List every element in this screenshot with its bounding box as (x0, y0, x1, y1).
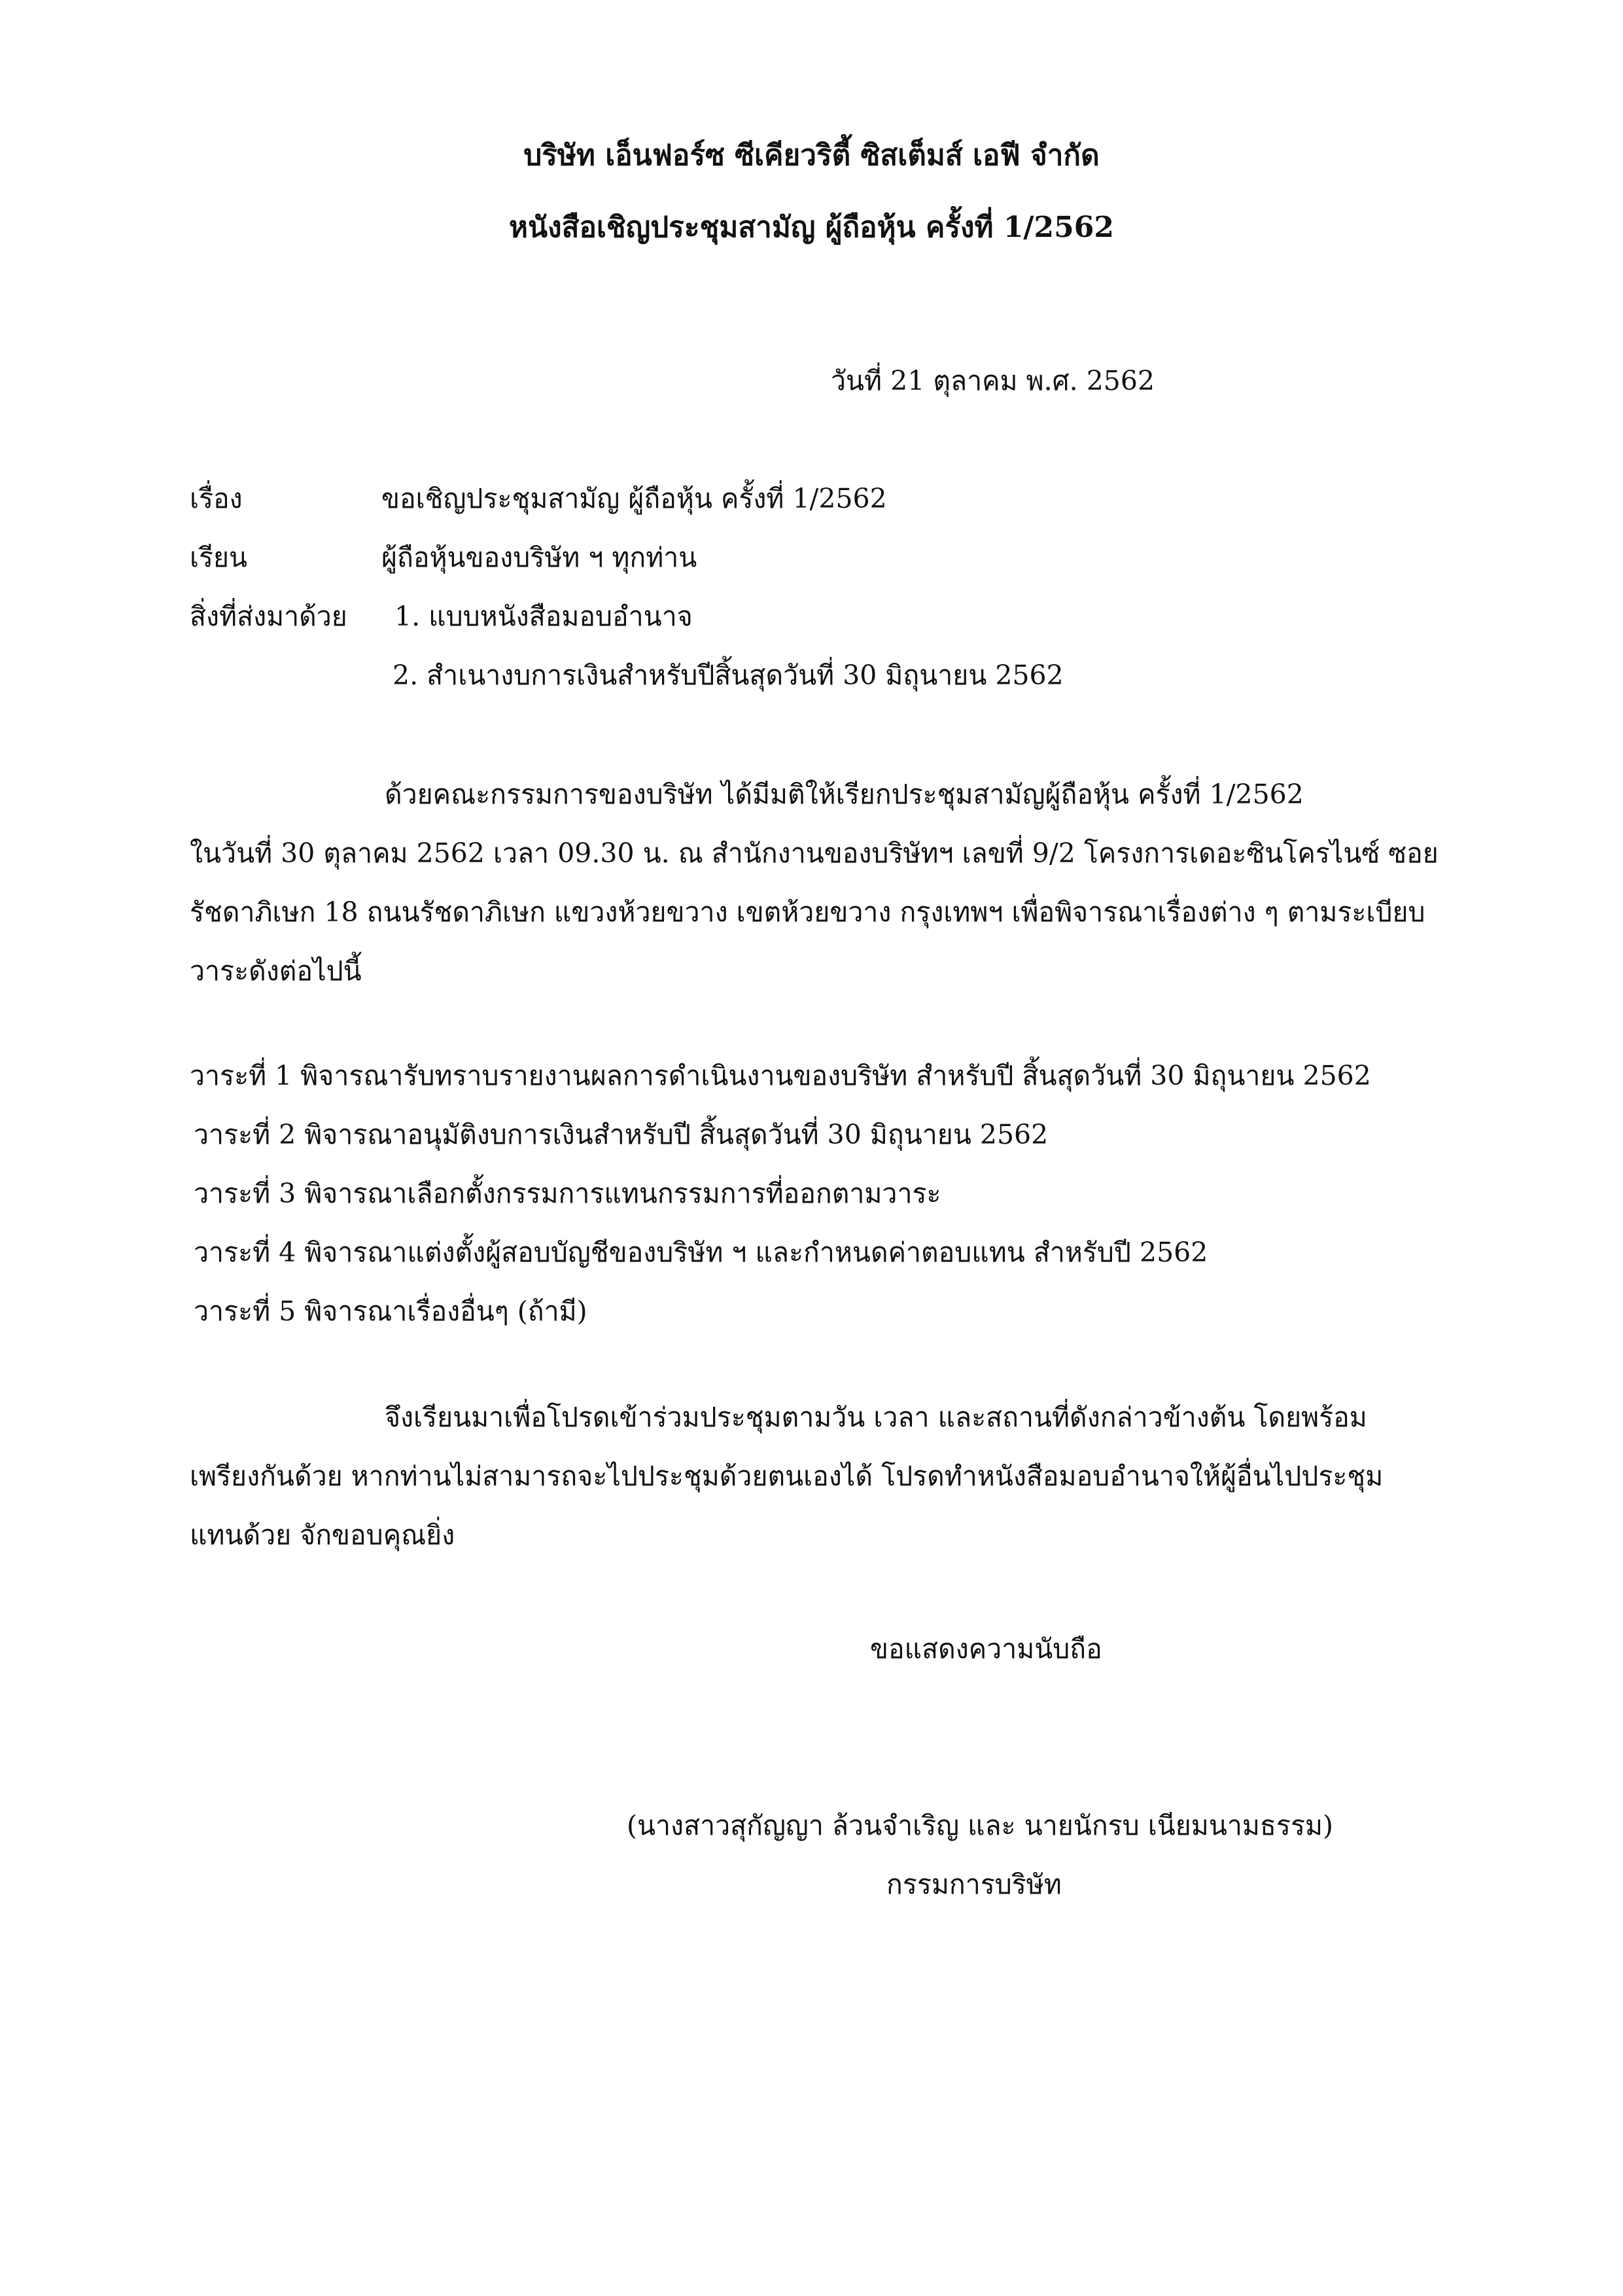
paragraph-line: ในวันที่ 30 ตุลาคม 2562 เวลา 09.30 น. ณ สำนักงานของบริษัทฯ เลขที่ 9/2 โครงการเดอะซินโครไนซ์ ซอย (190, 838, 1439, 869)
signatory-names: (นางสาวสุกัญญา ล้วนจำเริญ และ นายนักรบ เนียมนามธรรม) (627, 1810, 1333, 1841)
paragraph-line: เพรียงกันด้วย หากท่านไม่สามารถจะไปประชุมด้วยตนเองได้ โปรดทำหนังสือมอบอำนาจให้ผู้อื่นไปประชุม (190, 1460, 1384, 1492)
agenda-item: วาระที่ 2 พิจารณาอนุมัติงบการเงินสำหรับปี สิ้นสุดวันที่ 30 มิถุนายน 2562 (194, 1119, 1049, 1150)
enclosure-label: สิ่งที่ส่งมาด้วย (190, 601, 347, 632)
enclosure-item: 1. แบบหนังสือมอบอำนาจ (394, 601, 693, 632)
agenda-item: วาระที่ 3 พิจารณาเลือกตั้งกรรมการแทนกรรมการที่ออกตามวาระ (194, 1178, 941, 1209)
paragraph-line: ด้วยคณะกรรมการของบริษัท ได้มีมติให้เรียกประชุมสามัญผู้ถือหุ้น ครั้งที่ 1/2562 (385, 779, 1304, 810)
agenda-item: วาระที่ 5 พิจารณาเรื่องอื่นๆ (ถ้ามี) (194, 1296, 587, 1327)
paragraph-line: จึงเรียนมาเพื่อโปรดเข้าร่วมประชุมตามวัน เวลา และสถานที่ดังกล่าวข้างต้น โดยพร้อม (385, 1402, 1367, 1433)
subject-label: เรื่อง (190, 483, 243, 514)
salutation: ขอแสดงความนับถือ (870, 1633, 1102, 1665)
recipient-value: ผู้ถือหุ้นของบริษัท ฯ ทุกท่าน (381, 542, 697, 573)
recipient-label: เรียน (190, 542, 248, 573)
document-title: หนังสือเชิญประชุมสามัญ ผู้ถือหุ้น ครั้งที่ 1/2562 (509, 211, 1114, 244)
paragraph-line: แทนด้วย จักขอบคุณยิ่ง (190, 1519, 455, 1551)
subject-value: ขอเชิญประชุมสามัญ ผู้ถือหุ้น ครั้งที่ 1/2562 (381, 483, 887, 514)
document-date: วันที่ 21 ตุลาคม พ.ศ. 2562 (831, 365, 1155, 397)
paragraph-line: วาระดังต่อไปนี้ (190, 955, 362, 987)
signatory-title: กรรมการบริษัท (886, 1869, 1062, 1900)
agenda-item: วาระที่ 1 พิจารณารับทราบรายงานผลการดำเนินงานของบริษัท สำหรับปี สิ้นสุดวันที่ 30 มิถุนายน 2562 (190, 1060, 1371, 1091)
company-name: บริษัท เอ็นฟอร์ซ ซีเคียวริตี้ ซิสเต็มส์ เอฟี จำกัด (523, 139, 1100, 172)
paragraph-line: รัชดาภิเษก 18 ถนนรัชดาภิเษก แขวงห้วยขวาง เขตห้วยขวาง กรุงเทพฯ เพื่อพิจารณาเรื่องต่าง ๆ ตามระเบียบ (190, 896, 1425, 928)
agenda-item: วาระที่ 4 พิจารณาแต่งตั้งผู้สอบบัญชีของบริษัท ฯ และกำหนดค่าตอบแทน สำหรับปี 2562 (194, 1237, 1208, 1268)
enclosure-item: 2. สำเนางบการเงินสำหรับปีสิ้นสุดวันที่ 30 มิถุนายน 2562 (393, 660, 1064, 691)
